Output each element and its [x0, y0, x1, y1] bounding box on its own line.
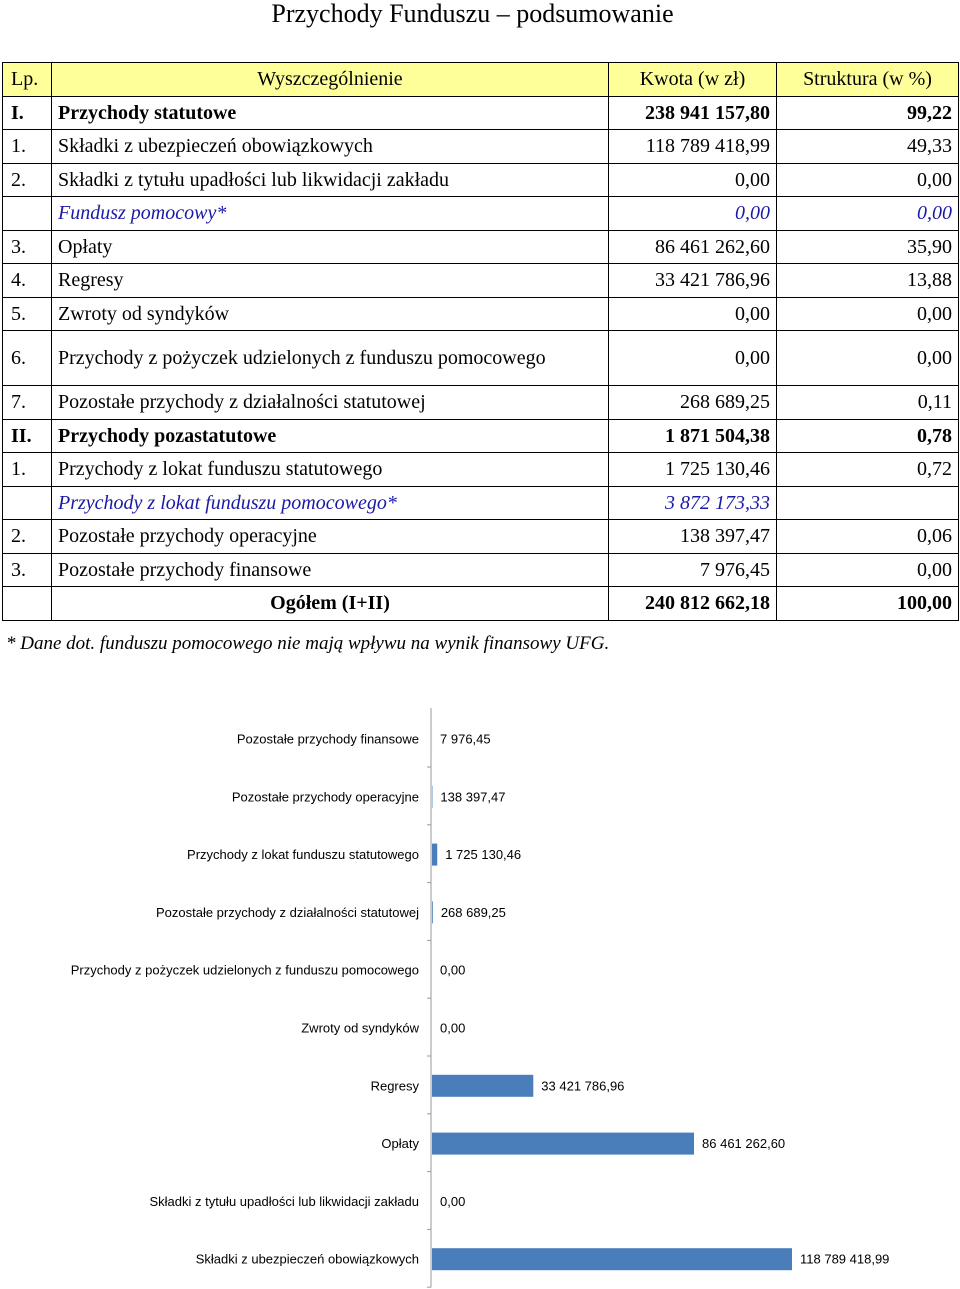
category-label: Opłaty: [381, 1136, 419, 1152]
row-share: 0,00: [777, 331, 959, 386]
row-lp: [3, 197, 52, 231]
total-row: [3, 587, 959, 621]
value-label: 0,00: [440, 1193, 466, 1209]
value-label: 138 397,47: [440, 789, 506, 805]
row-lp: 1.: [3, 453, 52, 487]
table-row: [3, 230, 959, 264]
column-header: Kwota (w zł): [609, 63, 777, 97]
category-label: Przychody z lokat funduszu statutowego: [187, 847, 419, 863]
row-name: Zwroty od syndyków: [52, 297, 609, 331]
value-label: 0,00: [440, 962, 466, 978]
row-share: 0,78: [777, 419, 959, 453]
value-label: 118 789 418,99: [800, 1251, 890, 1267]
row-name: Pozostałe przychody operacyjne: [52, 520, 609, 554]
category-label: Pozostałe przychody operacyjne: [231, 789, 419, 805]
row-amount: 0,00: [609, 297, 777, 331]
row-lp: 7.: [3, 386, 52, 420]
bar: [432, 1133, 694, 1155]
row-share: 0,00: [777, 553, 959, 587]
category-label: Zwroty od syndyków: [301, 1020, 419, 1036]
revenue-bar-chart: [0, 700, 960, 1289]
row-lp: 2.: [3, 163, 52, 197]
table-row: [3, 386, 959, 420]
value-label: 86 461 262,60: [702, 1136, 786, 1152]
row-name: Przychody statutowe: [52, 96, 609, 130]
row-share: 0,00: [777, 297, 959, 331]
table-header-row: [3, 63, 959, 97]
row-share: [777, 486, 959, 520]
row-lp: 3.: [3, 553, 52, 587]
row-lp: 3.: [3, 230, 52, 264]
row-share: 0,72: [777, 453, 959, 487]
row-share: 0,00: [777, 163, 959, 197]
row-amount: 268 689,25: [609, 386, 777, 420]
row-amount: 118 789 418,99: [609, 130, 777, 164]
footnote: * Dane dot. funduszu pomocowego nie mają wpływu na wynik finansowy UFG.: [6, 633, 610, 654]
category-label: Przychody z pożyczek udzielonych z funduszu pomocowego: [70, 962, 419, 978]
row-name: Przychody pozastatutowe: [52, 419, 609, 453]
category-label: Pozostałe przychody finansowe: [236, 731, 419, 747]
summary-table: [2, 62, 959, 621]
row-name: Pozostałe przychody z działalności statutowej: [52, 386, 609, 420]
row-lp: 1.: [3, 130, 52, 164]
row-lp: II.: [3, 419, 52, 453]
table-row: [3, 264, 959, 298]
row-share: 35,90: [777, 230, 959, 264]
table-row: [3, 486, 959, 520]
total-empty-cell: [3, 587, 52, 621]
row-share: 0,00: [777, 197, 959, 231]
category-label: Regresy: [370, 1078, 419, 1094]
table-row: [3, 130, 959, 164]
bar: [432, 901, 433, 923]
row-amount: 7 976,45: [609, 553, 777, 587]
row-amount: 86 461 262,60: [609, 230, 777, 264]
value-label: 33 421 786,96: [541, 1078, 625, 1094]
row-name: Składki z tytułu upadłości lub likwidacji zakładu: [52, 163, 609, 197]
row-name: Przychody z lokat funduszu statutowego: [52, 453, 609, 487]
bar: [432, 1248, 792, 1270]
row-name: Fundusz pomocowy*: [52, 197, 609, 231]
row-lp: 5.: [3, 297, 52, 331]
total-label: Ogółem (I+II): [52, 587, 609, 621]
row-share: 0,06: [777, 520, 959, 554]
table-row: [3, 331, 959, 386]
row-name: Przychody z lokat funduszu pomocowego*: [52, 486, 609, 520]
row-share: 49,33: [777, 130, 959, 164]
row-amount: 1 725 130,46: [609, 453, 777, 487]
row-lp: 6.: [3, 331, 52, 386]
column-header: Wyszczególnienie: [52, 63, 609, 97]
row-name: Pozostałe przychody finansowe: [52, 553, 609, 587]
row-amount: 0,00: [609, 331, 777, 386]
row-share: 0,11: [777, 386, 959, 420]
page-title: Przychody Funduszu – podsumowanie: [271, 0, 674, 28]
row-lp: 2.: [3, 520, 52, 554]
row-share: 99,22: [777, 96, 959, 130]
value-label: 268 689,25: [440, 904, 506, 920]
table-row: [3, 297, 959, 331]
category-label: Składki z ubezpieczeń obowiązkowych: [195, 1251, 419, 1267]
total-amount: 240 812 662,18: [609, 587, 777, 621]
row-name: Przychody z pożyczek udzielonych z funduszu pomocowego: [52, 331, 609, 386]
row-share: 13,88: [777, 264, 959, 298]
row-lp: [3, 486, 52, 520]
row-name: Regresy: [52, 264, 609, 298]
value-label: 7 976,45: [440, 731, 491, 747]
category-label: Składki z tytułu upadłości lub likwidacji zakładu: [149, 1193, 419, 1209]
row-name: Opłaty: [52, 230, 609, 264]
row-amount: 33 421 786,96: [609, 264, 777, 298]
column-header: Struktura (w %): [777, 63, 959, 97]
row-amount: 3 872 173,33: [609, 486, 777, 520]
table-row: [3, 163, 959, 197]
table-row: [3, 520, 959, 554]
table-row: [3, 419, 959, 453]
bar: [432, 844, 437, 866]
table-row: [3, 96, 959, 130]
row-amount: 1 871 504,38: [609, 419, 777, 453]
row-amount: 138 397,47: [609, 520, 777, 554]
row-lp: I.: [3, 96, 52, 130]
bar: [432, 1075, 533, 1097]
table-row: [3, 197, 959, 231]
value-label: 1 725 130,46: [445, 847, 522, 863]
row-name: Składki z ubezpieczeń obowiązkowych: [52, 130, 609, 164]
row-amount: 0,00: [609, 163, 777, 197]
row-amount: 238 941 157,80: [609, 96, 777, 130]
total-share: 100,00: [777, 587, 959, 621]
row-amount: 0,00: [609, 197, 777, 231]
category-label: Pozostałe przychody z działalności statutowej: [155, 904, 419, 920]
value-label: 0,00: [440, 1020, 466, 1036]
row-lp: 4.: [3, 264, 52, 298]
column-header: Lp.: [3, 63, 52, 97]
table-row: [3, 553, 959, 587]
table-row: [3, 453, 959, 487]
